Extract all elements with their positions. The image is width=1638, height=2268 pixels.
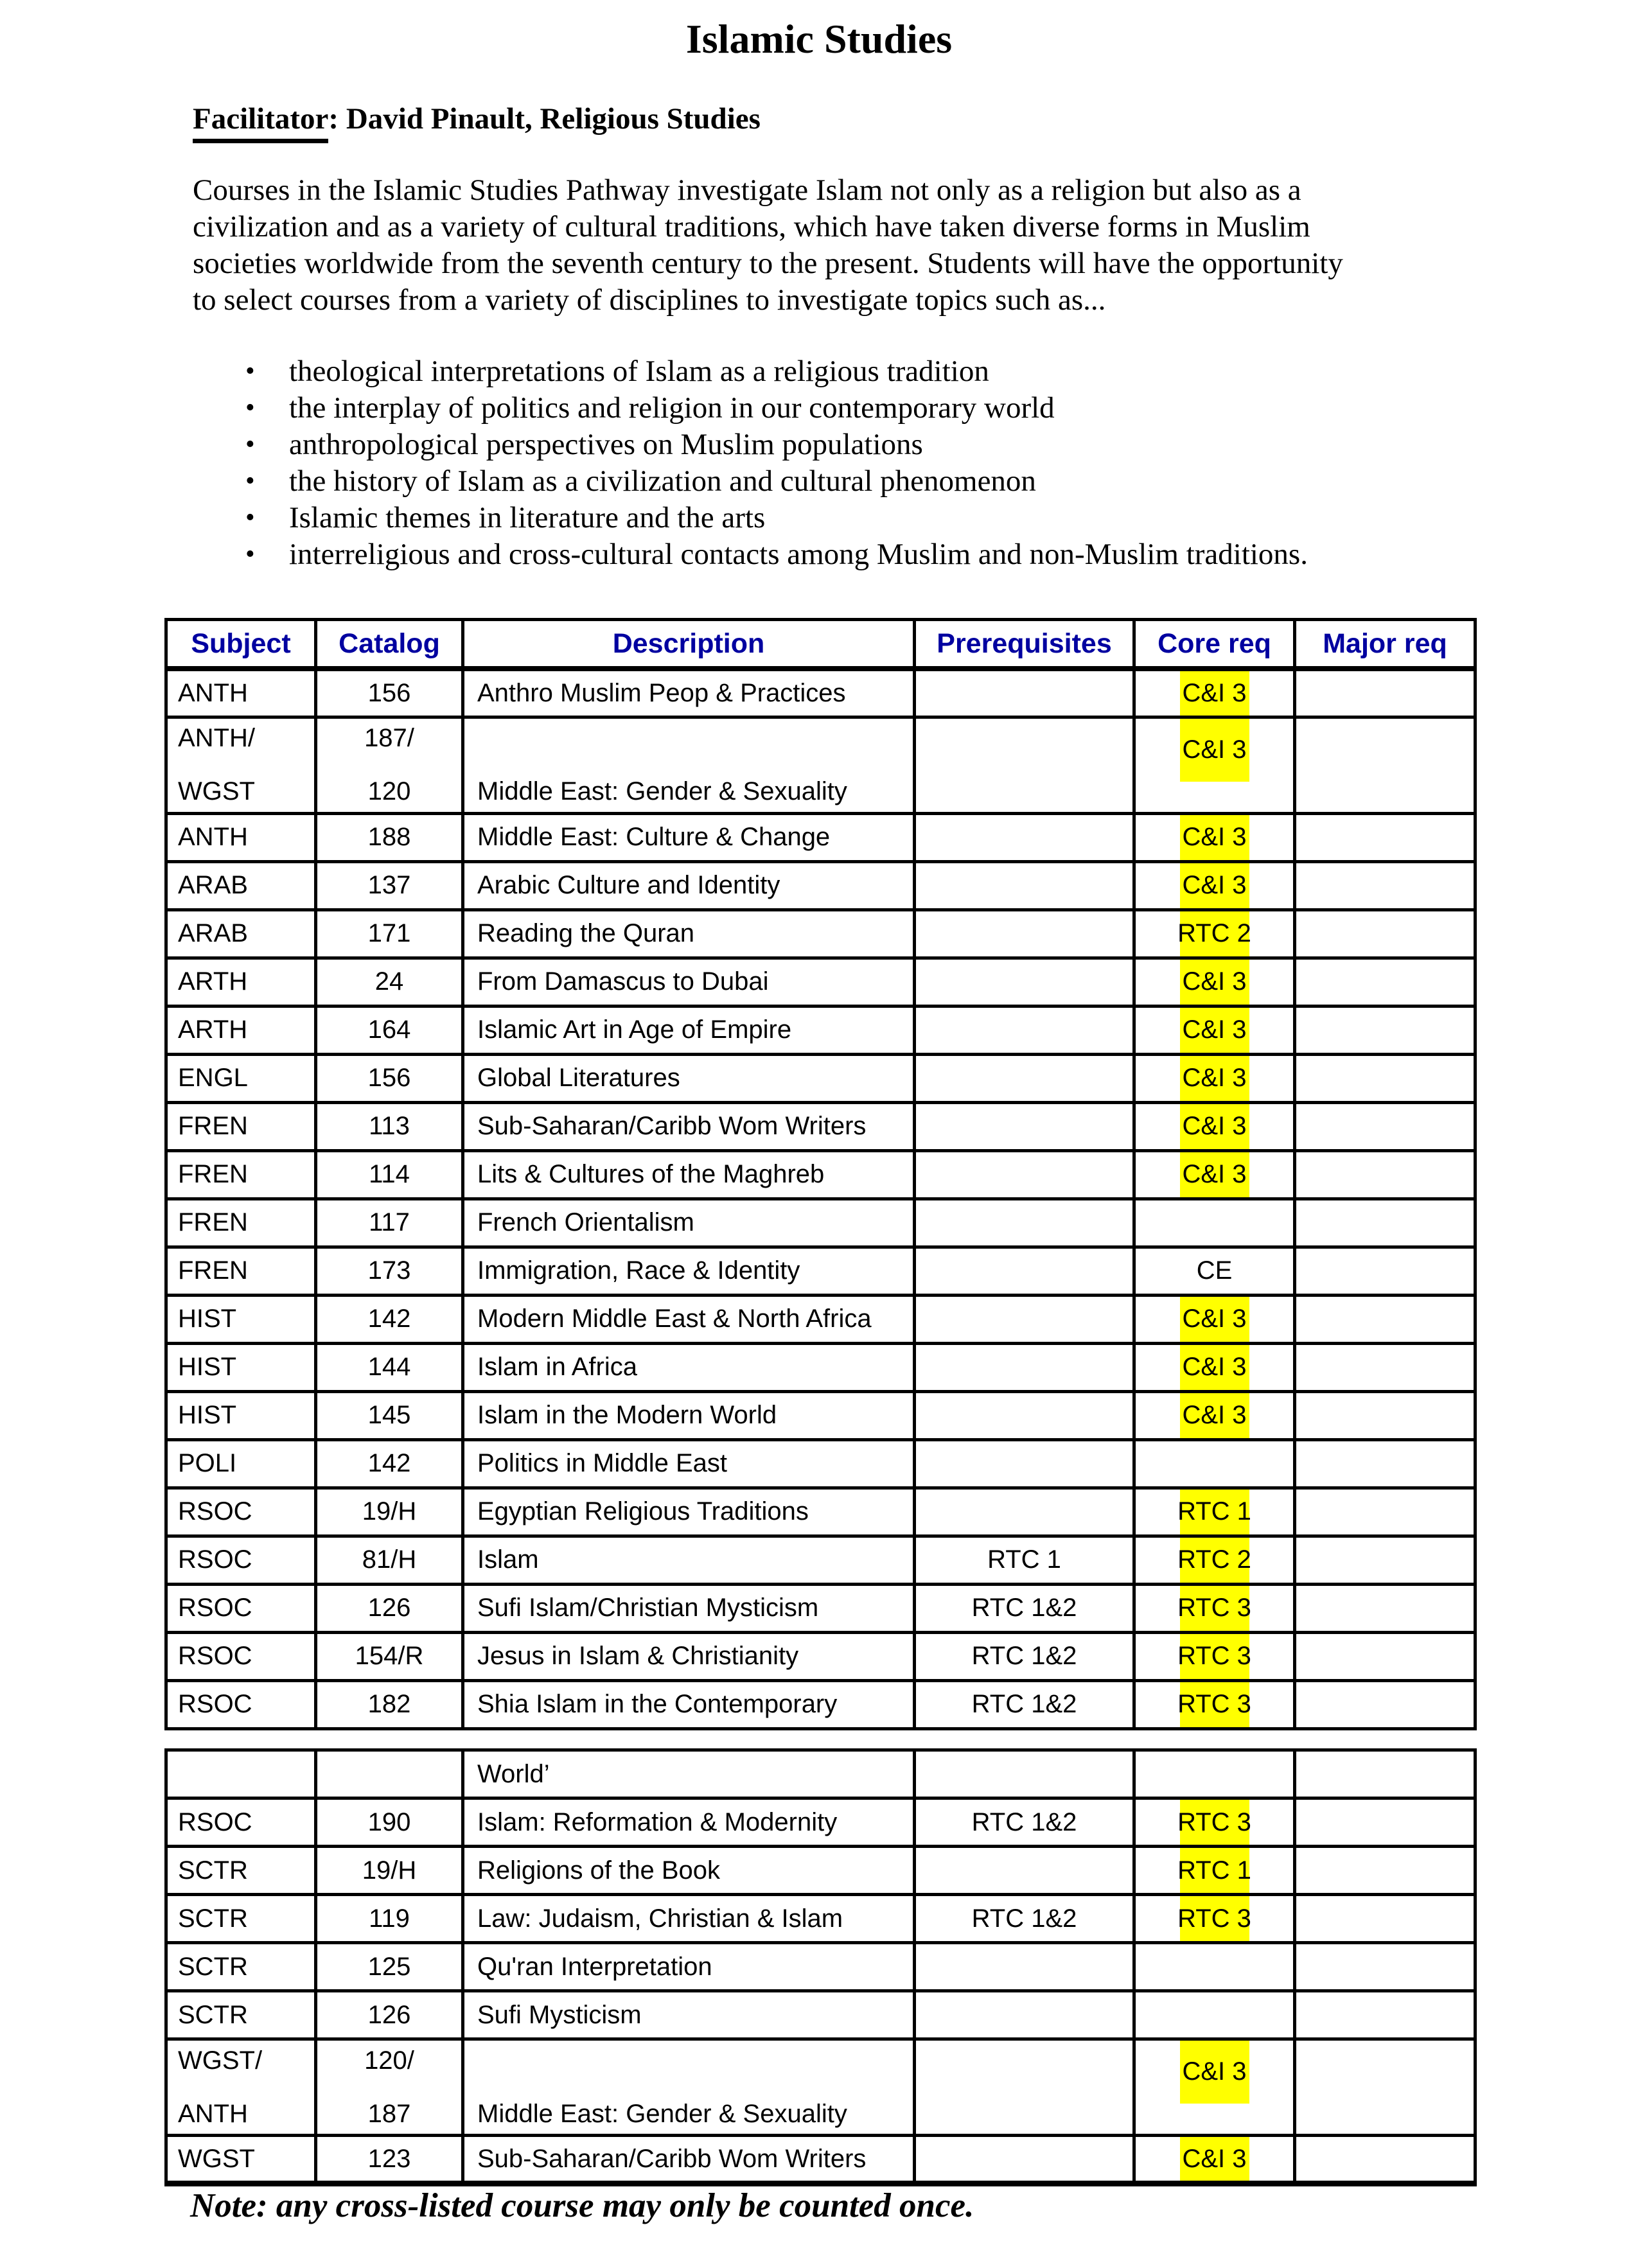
- major-req-cell: [1295, 958, 1475, 1006]
- description-cell: World’: [463, 1750, 915, 1798]
- col-header-description: Description: [463, 620, 915, 669]
- major-req-cell: [1295, 669, 1475, 717]
- prerequisites-cell: [915, 1006, 1134, 1054]
- core-req-cell: C&I 3: [1134, 861, 1295, 910]
- core-req-cell: RTC 3: [1134, 1895, 1295, 1943]
- table-row: [166, 2039, 1475, 2136]
- prerequisites-cell: RTC 1&2: [915, 1584, 1134, 1632]
- description-cell: Law: Judaism, Christian & Islam: [463, 1895, 915, 1943]
- facilitator-value: : David Pinault, Religious Studies: [328, 102, 761, 136]
- table-row: [166, 813, 1475, 861]
- bullet-item: [245, 426, 1308, 463]
- table-row: [166, 1439, 1475, 1488]
- subject-cell: ARTH: [166, 958, 316, 1006]
- catalog-cell: 19/H: [316, 1847, 463, 1895]
- prerequisites-cell: RTC 1&2: [915, 1632, 1134, 1680]
- catalog-cell: 137: [316, 861, 463, 910]
- intro-line: civilization and as a variety of cultural traditions, which have taken diverse forms in Muslim: [193, 210, 1310, 243]
- table-row: [166, 1680, 1475, 1728]
- intro-line: to select courses from a variety of disciplines to investigate topics such as...: [193, 283, 1106, 317]
- major-req-cell: [1295, 1750, 1475, 1798]
- catalog-cell: 190: [316, 1798, 463, 1847]
- catalog-cell: 114: [316, 1150, 463, 1199]
- description-cell: Qu'ran Interpretation: [463, 1943, 915, 1991]
- prerequisites-cell: [915, 1943, 1134, 1991]
- description-cell: Islam in the Modern World: [463, 1391, 915, 1439]
- major-req-cell: [1295, 1006, 1475, 1054]
- bullet-icon: •: [245, 503, 255, 532]
- bullet-icon: •: [245, 466, 255, 496]
- description-cell: Modern Middle East & North Africa: [463, 1295, 915, 1343]
- table-row: [166, 1536, 1475, 1584]
- major-req-cell: [1295, 1439, 1475, 1488]
- subject-cell: ARAB: [166, 861, 316, 910]
- bullet-icon: •: [245, 430, 255, 459]
- subject-cell: ENGL: [166, 1054, 316, 1102]
- catalog-cell: 164: [316, 1006, 463, 1054]
- bullet-icon: •: [245, 393, 255, 423]
- subject-cell: SCTR: [166, 1991, 316, 2039]
- catalog-cell: 156: [316, 669, 463, 717]
- bullet-icon: •: [245, 540, 255, 569]
- prerequisites-cell: [915, 2136, 1134, 2184]
- prerequisites-cell: [915, 1343, 1134, 1391]
- subject-cell: ARAB: [166, 910, 316, 958]
- subject-cell: SCTR: [166, 1943, 316, 1991]
- prerequisites-cell: [915, 1991, 1134, 2039]
- core-req-cell: C&I 3: [1134, 958, 1295, 1006]
- table-row: [166, 1295, 1475, 1343]
- core-req-cell: C&I 3: [1134, 1102, 1295, 1150]
- description-cell: Middle East: Gender & Sexuality: [463, 2039, 915, 2136]
- core-req-cell: C&I 3: [1134, 1006, 1295, 1054]
- col-header-core-req: Core req: [1134, 620, 1295, 669]
- catalog-cell: 117: [316, 1199, 463, 1247]
- core-req-cell: RTC 2: [1134, 910, 1295, 958]
- table-row: [166, 1102, 1475, 1150]
- table-row: [166, 1343, 1475, 1391]
- catalog-cell: 19/H: [316, 1488, 463, 1536]
- catalog-cell: 182: [316, 1680, 463, 1728]
- subject-cell: RSOC: [166, 1488, 316, 1536]
- table-row: [166, 1584, 1475, 1632]
- core-req-cell: RTC 1: [1134, 1847, 1295, 1895]
- core-req-cell: C&I 3: [1134, 1343, 1295, 1391]
- table-row: [166, 1632, 1475, 1680]
- description-cell: Politics in Middle East: [463, 1439, 915, 1488]
- bullet-text: Islamic themes in literature and the arts: [289, 501, 766, 534]
- bullet-text: interreligious and cross-cultural contacts among Muslim and non-Muslim traditions.: [289, 538, 1308, 571]
- catalog-cell: 144: [316, 1343, 463, 1391]
- description-cell: Sufi Mysticism: [463, 1991, 915, 2039]
- subject-cell: HIST: [166, 1295, 316, 1343]
- catalog-cell: 123: [316, 2136, 463, 2184]
- catalog-cell: 187/ 120: [316, 717, 463, 813]
- prerequisites-cell: [915, 1847, 1134, 1895]
- subject-cell: [166, 1750, 316, 1798]
- core-req-cell: C&I 3: [1134, 1295, 1295, 1343]
- col-header-major-req: Major req: [1295, 620, 1475, 669]
- table-row: [166, 1750, 1475, 1798]
- major-req-cell: [1295, 1632, 1475, 1680]
- description-cell: Jesus in Islam & Christianity: [463, 1632, 915, 1680]
- description-cell: Arabic Culture and Identity: [463, 861, 915, 910]
- core-req-cell: [1134, 1943, 1295, 1991]
- major-req-cell: [1295, 1391, 1475, 1439]
- major-req-cell: [1295, 861, 1475, 910]
- description-cell: Egyptian Religious Traditions: [463, 1488, 915, 1536]
- prerequisites-cell: RTC 1&2: [915, 1895, 1134, 1943]
- core-req-cell: [1134, 1199, 1295, 1247]
- subject-cell: FREN: [166, 1150, 316, 1199]
- catalog-cell: 188: [316, 813, 463, 861]
- subject-cell: RSOC: [166, 1798, 316, 1847]
- prerequisites-cell: RTC 1&2: [915, 1798, 1134, 1847]
- core-req-cell: RTC 2: [1134, 1536, 1295, 1584]
- prerequisites-cell: RTC 1: [915, 1536, 1134, 1584]
- catalog-cell: 145: [316, 1391, 463, 1439]
- major-req-cell: [1295, 1488, 1475, 1536]
- footnote: Note: any cross-listed course may only be counted once.: [190, 2187, 974, 2224]
- catalog-cell: 24: [316, 958, 463, 1006]
- core-req-cell: CE: [1134, 1247, 1295, 1295]
- major-req-cell: [1295, 1943, 1475, 1991]
- core-req-cell: C&I 3: [1134, 1150, 1295, 1199]
- bullet-text: the history of Islam as a civilization and cultural phenomenon: [289, 464, 1036, 498]
- subject-cell: WGST: [166, 2136, 316, 2184]
- subject-cell: RSOC: [166, 1680, 316, 1728]
- page-title: Islamic Studies: [685, 16, 953, 62]
- description-cell: Islam in Africa: [463, 1343, 915, 1391]
- description-cell: Sub-Saharan/Caribb Wom Writers: [463, 1102, 915, 1150]
- table-row: [166, 1895, 1475, 1943]
- facilitator-label: Facilitator: [193, 102, 328, 143]
- core-req-cell: [1134, 1750, 1295, 1798]
- major-req-cell: [1295, 717, 1475, 813]
- subject-cell: WGST/ ANTH: [166, 2039, 316, 2136]
- major-req-cell: [1295, 1247, 1475, 1295]
- core-req-cell: RTC 3: [1134, 1798, 1295, 1847]
- subject-cell: HIST: [166, 1343, 316, 1391]
- catalog-cell: 81/H: [316, 1536, 463, 1584]
- intro-line: societies worldwide from the seventh century to the present. Students will have the opportunity: [193, 247, 1343, 280]
- major-req-cell: [1295, 2039, 1475, 2136]
- core-req-cell: C&I 3: [1134, 813, 1295, 861]
- table-row: [166, 1054, 1475, 1102]
- intro-paragraph: [193, 172, 1343, 319]
- description-cell: Middle East: Gender & Sexuality: [463, 717, 915, 813]
- major-req-cell: [1295, 1102, 1475, 1150]
- table-row: [166, 910, 1475, 958]
- description-cell: From Damascus to Dubai: [463, 958, 915, 1006]
- major-req-cell: [1295, 1536, 1475, 1584]
- description-cell: Religions of the Book: [463, 1847, 915, 1895]
- intro-line: Courses in the Islamic Studies Pathway investigate Islam not only as a religion but also as a: [193, 173, 1301, 207]
- description-cell: Islamic Art in Age of Empire: [463, 1006, 915, 1054]
- subject-cell: ANTH: [166, 813, 316, 861]
- table-row: [166, 958, 1475, 1006]
- col-header-subject: Subject: [166, 620, 316, 669]
- core-req-cell: [1134, 1439, 1295, 1488]
- subject-cell: ARTH: [166, 1006, 316, 1054]
- major-req-cell: [1295, 1798, 1475, 1847]
- subject-cell: RSOC: [166, 1584, 316, 1632]
- prerequisites-cell: [915, 861, 1134, 910]
- bullet-text: theological interpretations of Islam as a religious tradition: [289, 355, 989, 388]
- description-cell: Shia Islam in the Contemporary: [463, 1680, 915, 1728]
- subject-cell: FREN: [166, 1199, 316, 1247]
- catalog-cell: [316, 1750, 463, 1798]
- bullet-text: the interplay of politics and religion in our contemporary world: [289, 391, 1055, 425]
- core-req-cell: C&I 3: [1134, 1054, 1295, 1102]
- major-req-cell: [1295, 813, 1475, 861]
- bullet-list: [245, 353, 1308, 573]
- prerequisites-cell: [915, 813, 1134, 861]
- description-cell: French Orientalism: [463, 1199, 915, 1247]
- prerequisites-cell: [915, 1199, 1134, 1247]
- catalog-cell: 142: [316, 1295, 463, 1343]
- major-req-cell: [1295, 1295, 1475, 1343]
- catalog-cell: 171: [316, 910, 463, 958]
- prerequisites-cell: [915, 2039, 1134, 2136]
- core-req-cell: C&I 3: [1134, 669, 1295, 717]
- core-req-cell: C&I 3: [1134, 717, 1295, 813]
- subject-cell: SCTR: [166, 1847, 316, 1895]
- table-row: [166, 1199, 1475, 1247]
- catalog-cell: 125: [316, 1943, 463, 1991]
- bullet-text: anthropological perspectives on Muslim populations: [289, 428, 923, 461]
- catalog-cell: 126: [316, 1991, 463, 2039]
- bullet-item: [245, 500, 1308, 536]
- core-req-cell: RTC 3: [1134, 1632, 1295, 1680]
- core-req-cell: [1134, 1991, 1295, 2039]
- description-cell: Islam: Reformation & Modernity: [463, 1798, 915, 1847]
- description-cell: Global Literatures: [463, 1054, 915, 1102]
- description-cell: Anthro Muslim Peop & Practices: [463, 669, 915, 717]
- catalog-cell: 154/R: [316, 1632, 463, 1680]
- table-row: [166, 1991, 1475, 2039]
- subject-cell: POLI: [166, 1439, 316, 1488]
- col-header-prerequisites: Prerequisites: [915, 620, 1134, 669]
- major-req-cell: [1295, 1895, 1475, 1943]
- catalog-cell: 126: [316, 1584, 463, 1632]
- description-cell: Islam: [463, 1536, 915, 1584]
- major-req-cell: [1295, 1054, 1475, 1102]
- description-cell: Sub-Saharan/Caribb Wom Writers: [463, 2136, 915, 2184]
- subject-cell: FREN: [166, 1247, 316, 1295]
- description-cell: Lits & Cultures of the Maghreb: [463, 1150, 915, 1199]
- table-row: [166, 1847, 1475, 1895]
- prerequisites-cell: [915, 1295, 1134, 1343]
- bullet-item: [245, 463, 1308, 500]
- bullet-item: [245, 536, 1308, 573]
- bullet-item: [245, 353, 1308, 390]
- major-req-cell: [1295, 1584, 1475, 1632]
- table-row: [166, 1247, 1475, 1295]
- table-row: [166, 669, 1475, 717]
- table-row: [166, 1798, 1475, 1847]
- table-row: [166, 1488, 1475, 1536]
- catalog-cell: 113: [316, 1102, 463, 1150]
- major-req-cell: [1295, 1680, 1475, 1728]
- description-cell: Middle East: Culture & Change: [463, 813, 915, 861]
- prerequisites-cell: [915, 1102, 1134, 1150]
- subject-cell: HIST: [166, 1391, 316, 1439]
- prerequisites-cell: RTC 1&2: [915, 1680, 1134, 1728]
- prerequisites-cell: [915, 1439, 1134, 1488]
- subject-cell: ANTH/ WGST: [166, 717, 316, 813]
- core-req-cell: RTC 3: [1134, 1584, 1295, 1632]
- core-req-cell: C&I 3: [1134, 2136, 1295, 2184]
- core-req-cell: C&I 3: [1134, 1391, 1295, 1439]
- table-row: [166, 1391, 1475, 1439]
- description-cell: Immigration, Race & Identity: [463, 1247, 915, 1295]
- subject-cell: SCTR: [166, 1895, 316, 1943]
- subject-cell: RSOC: [166, 1536, 316, 1584]
- prerequisites-cell: [915, 958, 1134, 1006]
- major-req-cell: [1295, 1343, 1475, 1391]
- courses-table-main: [164, 618, 1477, 1730]
- prerequisites-cell: [915, 1247, 1134, 1295]
- catalog-cell: 173: [316, 1247, 463, 1295]
- bullet-icon: •: [245, 356, 255, 386]
- core-req-cell: C&I 3: [1134, 2039, 1295, 2136]
- table-header-row: [166, 620, 1475, 669]
- col-header-catalog: Catalog: [316, 620, 463, 669]
- prerequisites-cell: [915, 910, 1134, 958]
- prerequisites-cell: [915, 717, 1134, 813]
- major-req-cell: [1295, 910, 1475, 958]
- catalog-cell: 142: [316, 1439, 463, 1488]
- catalog-cell: 119: [316, 1895, 463, 1943]
- prerequisites-cell: [915, 1391, 1134, 1439]
- catalog-cell: 120/ 187: [316, 2039, 463, 2136]
- major-req-cell: [1295, 1847, 1475, 1895]
- table-row: [166, 1006, 1475, 1054]
- table-row: [166, 1943, 1475, 1991]
- prerequisites-cell: [915, 1054, 1134, 1102]
- major-req-cell: [1295, 1199, 1475, 1247]
- major-req-cell: [1295, 1150, 1475, 1199]
- core-req-cell: RTC 3: [1134, 1680, 1295, 1728]
- table-row: [166, 2136, 1475, 2184]
- courses-table-continued: [164, 1748, 1477, 2186]
- facilitator-line: [193, 101, 761, 136]
- major-req-cell: [1295, 2136, 1475, 2184]
- table-row: [166, 861, 1475, 910]
- subject-cell: FREN: [166, 1102, 316, 1150]
- prerequisites-cell: [915, 1750, 1134, 1798]
- table-row: [166, 1150, 1475, 1199]
- catalog-cell: 156: [316, 1054, 463, 1102]
- prerequisites-cell: [915, 1488, 1134, 1536]
- subject-cell: ANTH: [166, 669, 316, 717]
- major-req-cell: [1295, 1991, 1475, 2039]
- subject-cell: RSOC: [166, 1632, 316, 1680]
- table-row: [166, 717, 1475, 813]
- prerequisites-cell: [915, 669, 1134, 717]
- bullet-item: [245, 390, 1308, 426]
- prerequisites-cell: [915, 1150, 1134, 1199]
- core-req-cell: RTC 1: [1134, 1488, 1295, 1536]
- description-cell: Sufi Islam/Christian Mysticism: [463, 1584, 915, 1632]
- description-cell: Reading the Quran: [463, 910, 915, 958]
